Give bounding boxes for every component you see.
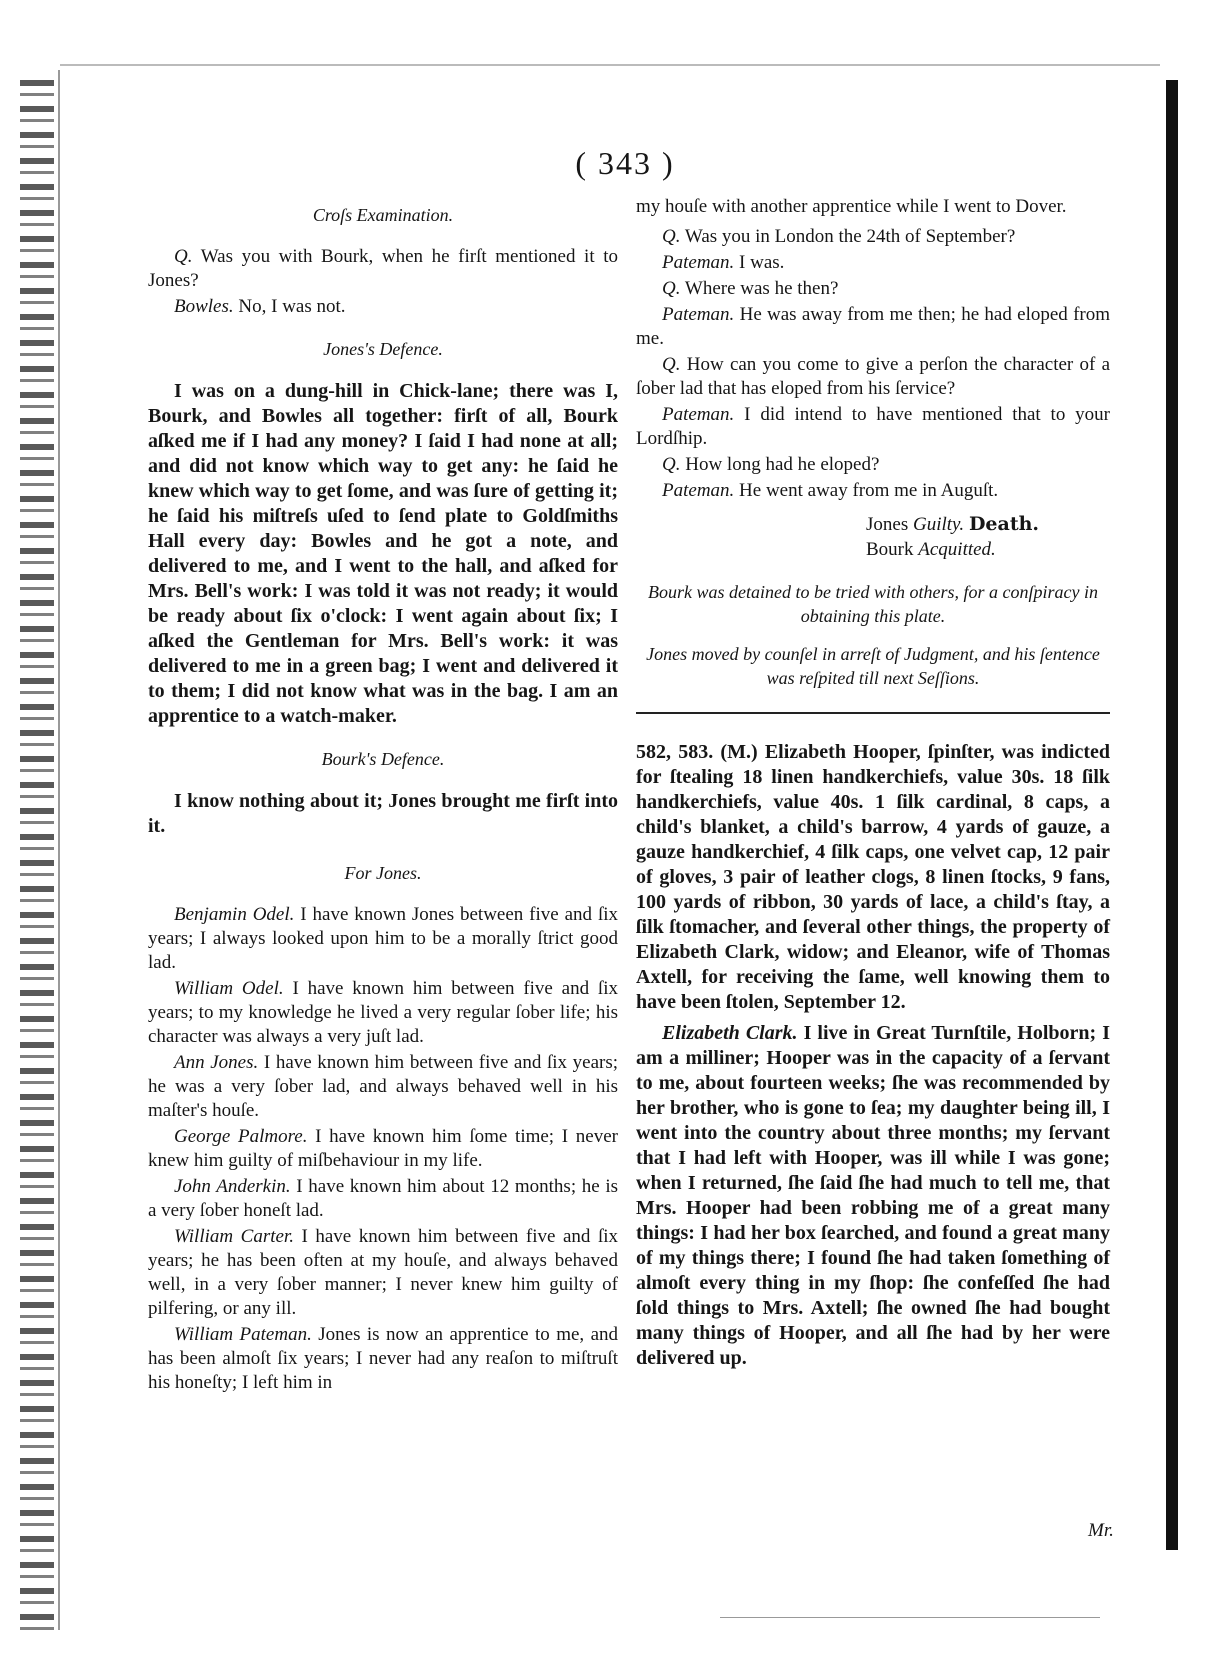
exchange-text: I was.: [739, 252, 785, 273]
page-number: ( 343 ): [575, 145, 675, 181]
testimony-text: I have known him ſome time; I never knew him guilty of miſbehaviour in my life.: [148, 1126, 618, 1171]
speaker: Benjamin Odel.: [174, 904, 295, 925]
case-number: 582, 583. (M.): [636, 741, 758, 763]
section-divider: [636, 712, 1110, 714]
exchange-text: He went away from me in Auguſt.: [739, 480, 999, 501]
witness-entry: [636, 1021, 1110, 1371]
speaker: Elizabeth Clark.: [662, 1022, 798, 1044]
defendant-name: Jones: [866, 514, 909, 535]
witness-entry: [148, 1125, 618, 1173]
witness-entry: [148, 903, 618, 975]
catchword: Mr.: [1088, 1520, 1114, 1541]
testimony-text: I have known him between five and ſix years; he has been often at my houſe, and always behaved well, in a very ſober manner; I never knew him guilty of pilfering, or any ill.: [148, 1226, 618, 1319]
testimony-text: I have known Jones between five and ſix years; I always looked upon him to be a morally ſtrict good lad.: [148, 904, 618, 973]
speaker: William Odel.: [174, 978, 284, 999]
question-label: Q.: [662, 354, 681, 375]
exchange-text: Where was he then?: [684, 278, 839, 299]
verdict-label: Guilty.: [912, 514, 965, 535]
exchange-text: How can you come to give a perſon the character of a ſober lad that has eloped from his ſervice?: [636, 354, 1111, 399]
witness-entry: [148, 1175, 618, 1223]
exchange-entry: [636, 251, 1110, 275]
speaker: Pateman.: [662, 404, 735, 425]
left-margin-rule: [58, 70, 60, 1630]
exchange-entry: [636, 353, 1110, 401]
question-label: Q.: [174, 246, 193, 267]
jones-defence-heading: Jones's Defence.: [323, 339, 443, 359]
verdict-bourk: [866, 538, 1110, 562]
left-column: [148, 195, 618, 1397]
exchange-text: He was away from me then; he had eloped from me.: [636, 304, 1111, 349]
speaker: Pateman.: [662, 480, 735, 501]
speaker: George Palmore.: [174, 1126, 308, 1147]
note-bourk-detained: Bourk was detained to be tried with others, for a conſpiracy in obtaining this plate.: [648, 582, 1098, 626]
bourk-defence-heading: Bourk's Defence.: [321, 749, 445, 769]
exchange-entry: [636, 453, 1110, 477]
testimony-text: I have known him between five and ſix years; to my knowledge he lived a very regular ſober life; his character was always a very juſt lad.: [148, 978, 618, 1047]
witness-entry: [148, 1225, 618, 1321]
binding-edge: [20, 80, 54, 1640]
question-label: Q.: [662, 454, 681, 475]
jones-defence-text: I was on a dung-hill in Chick-lane; there was I, Bourk, and Bowles all together: firſt of all, Bourk aſked me if I had any money? I ſaid I had none at all; and did not know which way to get any: he ſaid he knew which way to get ſome, and was ſure of getting it; he ſaid his miſtreſs uſed to ſend plate to Goldſmiths Hall every day: Bowles and he got a note, and delivered to me, and I went to the hall, and aſked for Mrs. Bell's work: I was told it was not ready; it would be ready about ſix o'clock: I went again about ſix; I aſked the Gentleman for Mrs. Bell's work: it was delivered to me in a green bag; I went and delivered it to them; I did not know what was in the bag. I am an apprentice to a watch-maker.: [148, 380, 618, 727]
right-column: [636, 195, 1110, 1373]
witness-entry: [148, 977, 618, 1049]
exchange-text: How long had he eloped?: [685, 454, 880, 475]
defendant-names: Elizabeth Hooper,: [764, 741, 921, 763]
speaker: John Anderkin.: [174, 1176, 291, 1197]
verdict-label: Acquitted.: [918, 539, 996, 560]
cross-answer: [148, 295, 618, 319]
exchange-text: Was you in London the 24th of September?: [684, 226, 1016, 247]
testimony-text: I have known him about 12 months; he is a very ſober honeſt lad.: [148, 1176, 618, 1221]
cross-question: [148, 245, 618, 293]
exchange-entry: [636, 303, 1110, 351]
witness-entry: [148, 1323, 618, 1395]
speaker: Bowles.: [174, 296, 234, 317]
cross-examination-heading: Croſs Examination.: [312, 205, 454, 225]
speaker: William Pateman.: [174, 1324, 312, 1345]
testimony-text: I live in Great Turnſtile, Holborn; I am a milliner; Hooper was in the capacity of a ſervant to me, about fourteen weeks; ſhe was recommended by her brother, who is gone to ſea; my daughter being ill, I went into the country about three months; my ſervant that I had left with Hooper, was ill while I was gone; when I returned, ſhe ſaid ſhe had much to tell me, that Mrs. Hooper had been robbing me of a great many things: I had her box ſearched, and found a great many of my things there; I found ſhe had taken ſomething of almoſt every thing in my ſhop: ſhe confeſſed ſhe had ſold things to Mrs. Axtell; ſhe owned ſhe had bought many things of Hooper, and all ſhe had by her were delivered up.: [636, 1022, 1110, 1369]
top-margin-rule: [60, 64, 1160, 66]
speaker: William Carter.: [174, 1226, 294, 1247]
exchange-text: I did intend to have mentioned that to your Lordſhip.: [636, 404, 1111, 449]
speaker: Pateman.: [662, 252, 735, 273]
exchange-entry: [636, 225, 1110, 249]
exchange-entry: [636, 403, 1110, 451]
bottom-rule: [720, 1617, 1100, 1618]
bourk-defence-text: I know nothing about it; Jones brought me firſt into it.: [148, 790, 618, 837]
verdict-jones: [866, 511, 1110, 538]
witness-entry: [148, 1051, 618, 1123]
exchange-entry: [636, 277, 1110, 301]
exchange-entry: [636, 479, 1110, 503]
speaker: Ann Jones.: [174, 1052, 259, 1073]
defendant-name: Bourk: [866, 539, 914, 560]
speaker: Pateman.: [662, 304, 735, 325]
question-text: Was you with Bourk, when he firſt mentioned it to Jones?: [148, 246, 618, 291]
answer-text: No, I was not.: [238, 296, 346, 317]
right-scan-edge: [1166, 80, 1178, 1550]
testimony-text: I have known him between five and ſix years; he was a very ſober lad, and always behaved well in his maſter's houſe.: [148, 1052, 619, 1121]
sentence-label: Death.: [968, 513, 1040, 535]
for-jones-heading: For Jones.: [344, 863, 422, 883]
indictment-text: ſpinſter, was indicted for ſtealing 18 linen handkerchiefs, value 30s. 18 ſilk handkerchiefs, value 40s. 1 ſilk cardinal, 8 caps, a child's blanket, a child's barrow, 4 yards of gauze, a gauze handkerchief, 4 ſilk caps, one velvet cap, 12 pair of gloves, 3 pair of leather clogs, 8 linen ſtocks, 9 fans, 100 yards of ribbon, 30 yards of lace, a child's ſtay, a ſilk ſtomacher, and ſeveral other things, the property of Elizabeth Clark, widow; and Eleanor, wife of Thomas Axtell, for receiving the ſame, well knowing them to have been ſtolen, September 12.: [636, 741, 1111, 1013]
indictment-paragraph: [636, 740, 1110, 1015]
note-jones-arrest-of-judgment: Jones moved by counſel in arreſt of Judgment, and his ſentence was reſpited till next Seſſions.: [646, 644, 1100, 688]
question-label: Q.: [662, 226, 681, 247]
question-label: Q.: [662, 278, 681, 299]
testimony-text: Jones is now an apprentice to me, and has been almoſt ſix years; I never had any reaſon to miſtruſt his honeſty; I left him in: [148, 1324, 619, 1393]
continuation-text: my houſe with another apprentice while I went to Dover.: [636, 196, 1067, 217]
